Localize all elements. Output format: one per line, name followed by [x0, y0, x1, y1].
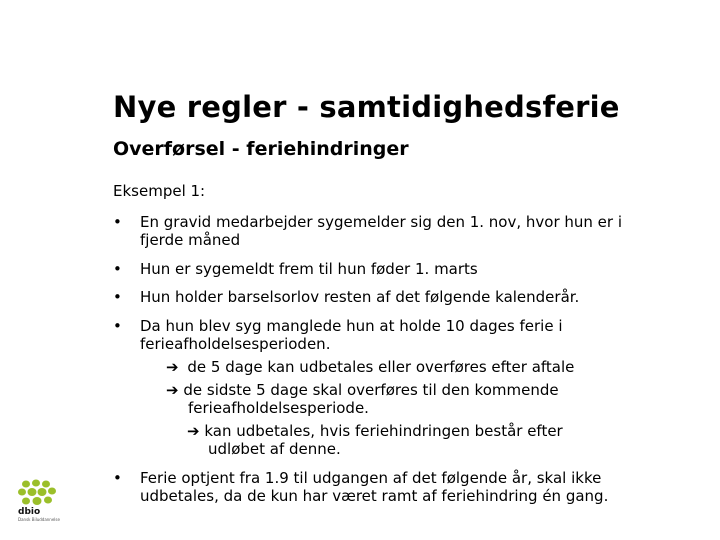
sub-point [166, 381, 720, 399]
bullet-marker: • [113, 260, 122, 278]
bullet-text [140, 260, 700, 278]
sub-line: de 5 dage kan udbetales eller overføres efter aftale [187, 358, 575, 376]
slide-subtitle: Overførsel - feriehindringer [113, 138, 409, 160]
bullet-line: Da hun blev syg manglede hun at holde 10 dages ferie i [140, 317, 563, 335]
bullet-marker: • [113, 288, 122, 306]
logo-tagline: Dansk Biluddannelse [18, 517, 60, 522]
sub-point [187, 422, 720, 440]
bullet-marker: • [113, 469, 122, 487]
sub-line: udløbet af denne. [208, 440, 341, 458]
bullet-line: udbetales, da de kun har været ramt af feriehindring én gang. [140, 487, 609, 505]
arrow-icon: ➔ [187, 422, 200, 440]
bullet-line: ferieafholdelsesperioden. [140, 335, 331, 353]
bullet-line: Hun holder barselsorlov resten af det følgende kalenderår. [140, 288, 580, 306]
sub-line: de sidste 5 dage skal overføres til den kommende [183, 381, 559, 399]
bullet-text [140, 469, 700, 505]
bullet-marker: • [113, 317, 122, 335]
bullet-line: En gravid medarbejder sygemelder sig den 1. nov, hvor hun er i [140, 213, 623, 231]
bullet-line: Hun er sygemeldt frem til hun føder 1. marts [140, 260, 478, 278]
logo-name: dbio [18, 507, 41, 517]
bullet-line: fjerde måned [140, 231, 241, 249]
bullet-text [140, 317, 700, 353]
sub-point [166, 358, 720, 376]
sub-line: ferieafholdelsesperiode. [188, 399, 369, 417]
arrow-icon: ➔ [166, 381, 179, 399]
bullet-marker: • [113, 213, 122, 231]
slide-title: Nye regler - samtidighedsferie [113, 90, 620, 124]
bullet-line: Ferie optjent fra 1.9 til udgangen af det følgende år, skal ikke [140, 469, 602, 487]
bullet-text [140, 213, 700, 249]
bullet-text [140, 288, 700, 306]
example-label: Eksempel 1: [113, 182, 206, 200]
arrow-icon: ➔ [166, 358, 179, 376]
sub-line: kan udbetales, hvis feriehindringen består efter [204, 422, 563, 440]
